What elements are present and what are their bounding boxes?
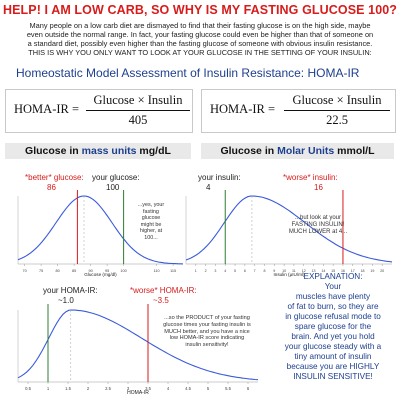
- unit-label-highlight: mass units: [81, 145, 137, 157]
- x-axis-label: HOMA-IR: [127, 390, 149, 396]
- x-tick-label: 14: [321, 269, 326, 273]
- formula-numerator: Glucose × Insulin: [284, 93, 390, 111]
- note-line: might be: [140, 221, 162, 228]
- x-tick-label: 10: [282, 269, 287, 273]
- better-glucose-value: 86: [47, 183, 56, 192]
- better-glucose-label: *better* glucose:: [25, 173, 84, 182]
- insulin-note: [283, 215, 353, 237]
- note-line: FASTING INSULIN!: [291, 222, 345, 229]
- intro-line: even outside the normal range. In fact, your fasting glucose could even be higher than that of someone on: [26, 30, 374, 39]
- intro-line: THIS IS WHY YOU ONLY WANT TO LOOK AT YOUR GLUCOSE IN THE SETTING OF YOUR INSULIN:: [28, 48, 372, 57]
- formula-mass-box: [5, 89, 193, 133]
- note-line: MUCH better, and you have a nice: [164, 328, 250, 335]
- x-tick-label: 6: [243, 269, 246, 273]
- x-tick-label: 4.5: [185, 386, 191, 391]
- x-tick-label: 3: [214, 269, 217, 273]
- explanation-line: because you are HIGHLY: [286, 362, 380, 371]
- x-tick-label: 15: [331, 269, 336, 273]
- note-line: low HOMA-IR score indicating: [169, 335, 245, 342]
- x-tick-label: 5.5: [225, 386, 231, 391]
- note-line: fasting: [143, 208, 159, 215]
- x-tick-label: 110: [153, 269, 160, 273]
- x-tick-label: 1: [194, 269, 197, 273]
- unit-label-suffix: mmol/L: [334, 145, 375, 157]
- x-tick-label: 5: [206, 386, 210, 391]
- intro-line: Many people on a low carb diet are dismayed to find that their fasting glucose is on the high side, maybe: [29, 21, 371, 30]
- your-glucose-label: your glucose:: [92, 173, 140, 182]
- note-line: ...yes, your: [137, 202, 165, 208]
- your-homa-label: your HOMA-IR:: [43, 286, 98, 295]
- x-tick-label: 2: [86, 386, 90, 391]
- x-tick-label: 18: [360, 269, 365, 273]
- x-tick-label: 75: [38, 269, 44, 273]
- homa-note: [148, 315, 266, 349]
- explanation-line: in glucose refusal mode to: [285, 312, 381, 321]
- intro-paragraph: [6, 21, 394, 57]
- worse-insulin-label: *worse* insulin:: [283, 173, 338, 182]
- x-tick-label: 0.5: [25, 386, 31, 391]
- unit-label-prefix: Glucose in: [25, 145, 82, 157]
- formula-fraction: [86, 93, 190, 128]
- x-tick-label: 2.5: [105, 386, 111, 391]
- explanation-line: brain. And yet you hold: [291, 332, 375, 341]
- formula-fraction: [284, 93, 390, 128]
- x-tick-label: 4: [224, 269, 227, 273]
- x-tick-label: 7: [253, 269, 256, 273]
- note-line: ...but look at your: [294, 215, 342, 221]
- x-tick-label: 80: [55, 269, 60, 273]
- x-tick-label: 16: [340, 269, 345, 273]
- molar-units-label: [201, 143, 394, 159]
- x-tick-label: 5: [234, 269, 237, 273]
- mass-units-label: [5, 143, 191, 159]
- note-line: ...so the PRODUCT of your fasting: [164, 315, 250, 321]
- formula-denominator: 405: [128, 113, 148, 127]
- explanation-line: tiny amount of insulin: [294, 352, 372, 361]
- x-tick-label: 13: [311, 269, 316, 273]
- worse-insulin-value: 16: [314, 183, 323, 192]
- unit-label-suffix: mg/dL: [136, 145, 171, 157]
- worse-homa-label: *worse* HOMA-IR:: [130, 286, 197, 295]
- glucose-note: [130, 202, 172, 241]
- explanation-line: spare glucose for the: [294, 322, 372, 331]
- x-tick-label: 12: [301, 269, 306, 273]
- note-line: 100...: [144, 234, 158, 241]
- note-line: higher, at: [139, 228, 163, 234]
- homa-heading: Homeostatic Model Assessment of Insulin Resistance: HOMA-IR: [16, 66, 360, 80]
- formula-molar-box: [201, 89, 396, 133]
- unit-label-prefix: Glucose in: [220, 145, 278, 157]
- note-line: glucose times your fasting insulin is: [163, 321, 251, 328]
- note-line: insulin sensitivity!: [185, 342, 229, 349]
- page-title: HELP! I AM LOW CARB, SO WHY IS MY FASTING GLUCOSE 100?: [2, 3, 398, 17]
- x-tick-label: 9: [273, 269, 276, 273]
- note-line: glucose: [141, 215, 161, 221]
- x-tick-label: 6: [246, 386, 250, 391]
- x-tick-label: 20: [380, 269, 385, 273]
- your-insulin-label: your insulin:: [198, 173, 241, 182]
- x-tick-label: 70: [22, 269, 27, 273]
- x-tick-label: 95: [104, 269, 110, 273]
- explanation-line: EXPLANATION:: [303, 272, 363, 281]
- explanation-line: INSULIN SENSITIVE!: [293, 372, 373, 381]
- explanation-line: of fat to burn, so they are: [287, 302, 379, 311]
- formula-lhs: HOMA-IR =: [14, 102, 80, 116]
- x-tick-label: 1: [46, 386, 50, 391]
- formula-numerator: Glucose × Insulin: [86, 93, 190, 111]
- x-tick-label: 4: [166, 386, 170, 391]
- x-tick-label: 11: [292, 269, 296, 273]
- note-line: MUCH LOWER at 4...: [288, 229, 348, 236]
- explanation-line: Your: [324, 282, 342, 291]
- x-tick-label: 19: [370, 269, 375, 273]
- x-tick-label: 3: [126, 386, 130, 391]
- your-insulin-value: 4: [206, 183, 211, 192]
- x-tick-label: 8: [263, 269, 266, 273]
- x-axis-label: Insulin (μIU/ml): [273, 272, 305, 277]
- formula-lhs: HOMA-IR =: [210, 102, 276, 116]
- x-tick-label: 17: [350, 269, 355, 273]
- x-axis-label: Glucose (mg/dl): [84, 272, 117, 277]
- x-tick-label: 2: [204, 269, 207, 273]
- x-tick-label: 3.5: [145, 386, 151, 391]
- x-tick-label: 90: [88, 269, 93, 273]
- intro-line: a standard diet, possibly even higher than the fasting glucose of someone with obvious insulin resistance.: [27, 39, 373, 48]
- x-tick-label: 1.5: [65, 386, 71, 391]
- explanation-text: [268, 272, 398, 382]
- explanation-line: your glucose steady with a: [284, 342, 382, 351]
- x-tick-label: 85: [71, 269, 77, 273]
- worse-homa-value: ~3.5: [153, 296, 169, 305]
- your-homa-value: ~1.0: [58, 296, 74, 305]
- your-glucose-value: 100: [106, 183, 120, 192]
- unit-label-highlight: Molar Units: [277, 145, 335, 157]
- x-tick-label: 100: [120, 269, 127, 273]
- formula-denominator: 22.5: [326, 113, 348, 127]
- explanation-line: muscles have plenty: [295, 292, 371, 301]
- x-tick-label: 115: [170, 269, 177, 273]
